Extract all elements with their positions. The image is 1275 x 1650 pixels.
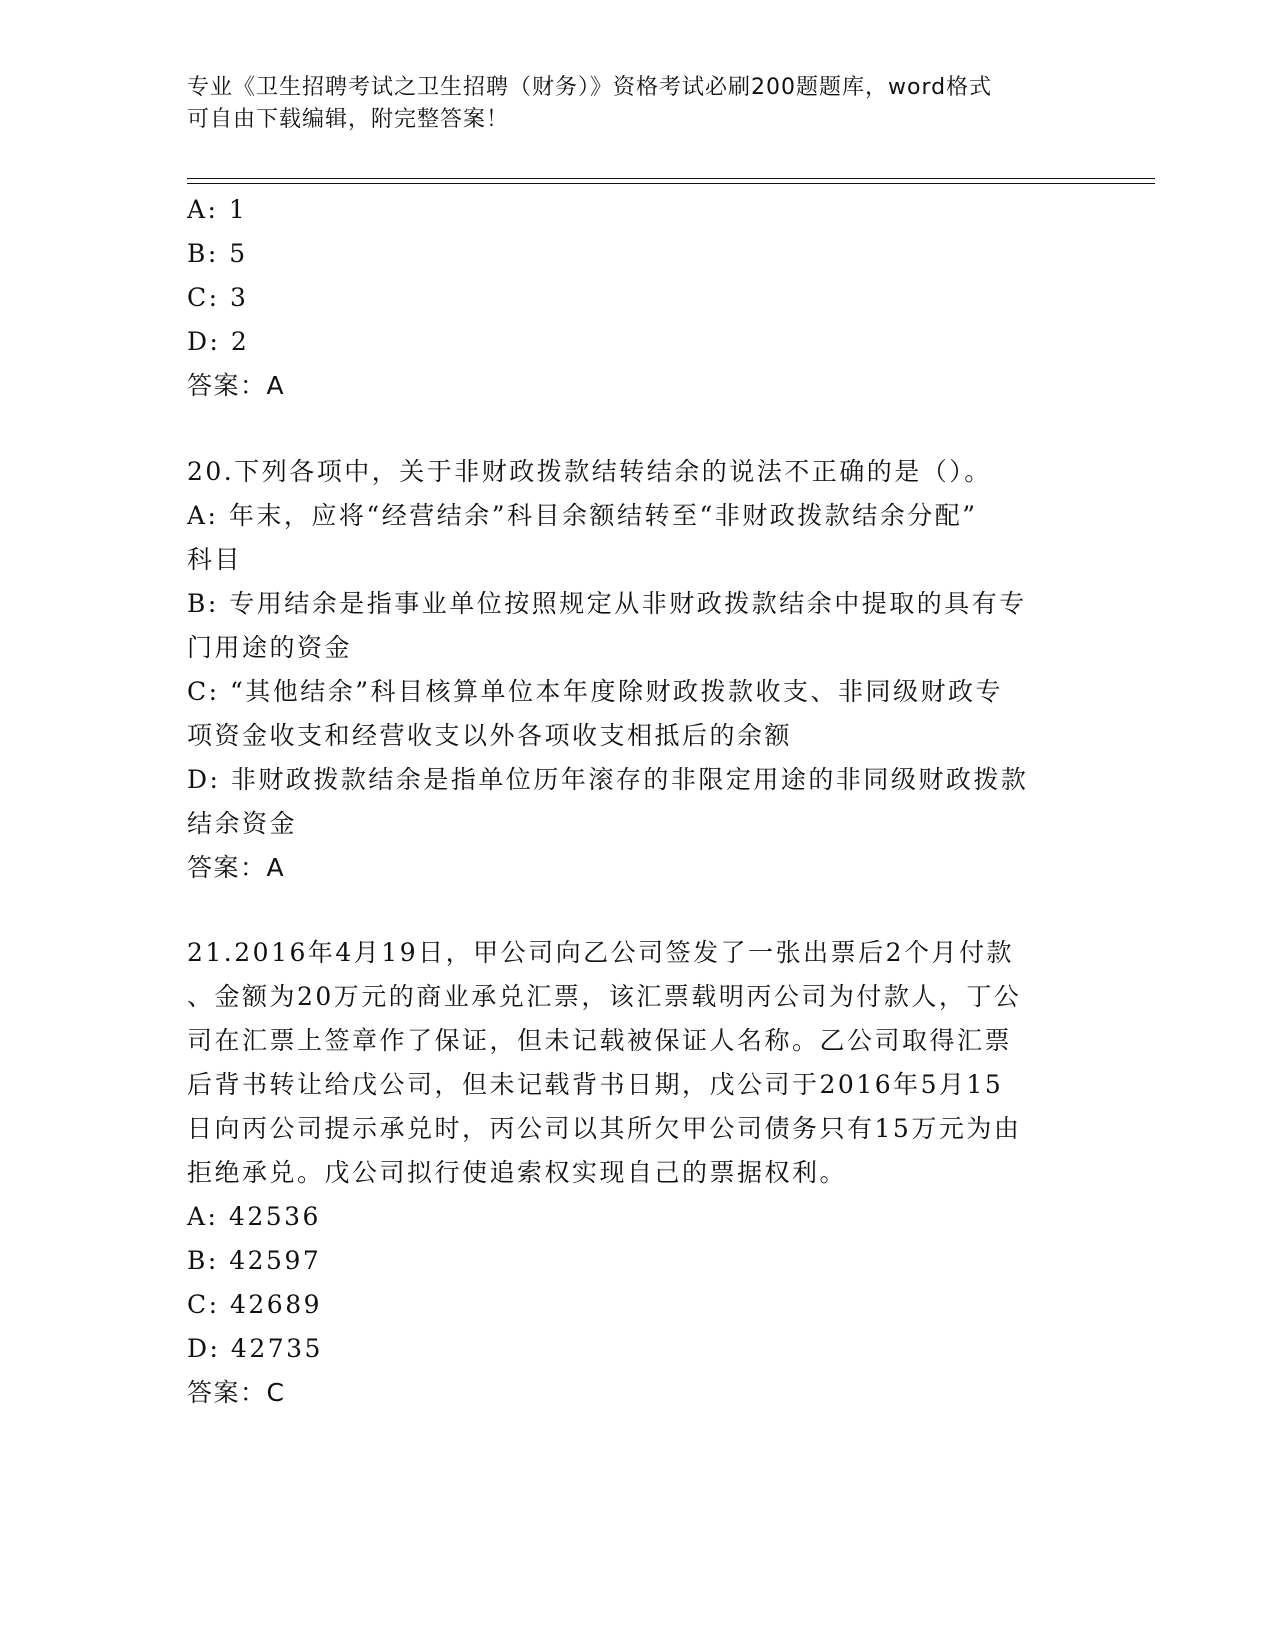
q19-option-a: A: 1 (187, 195, 248, 224)
q20-option-c-line2: 项资金收支和经营收支以外各项收支相抵后的余额 (187, 721, 793, 750)
q20-option-c-line1: C: “其他结余”科目核算单位本年度除财政拨款收支、非同级财政专 (187, 677, 1004, 706)
header-line-1: 专业《卫生招聘考试之卫生招聘（财务）》资格考试必刷200题题库，word格式 (187, 75, 993, 100)
q21-answer: 答案：C (187, 1378, 286, 1407)
q21-stem-line6: 拒绝承兑。戊公司拟行使追索权实现自己的票据权利。 (187, 1158, 848, 1187)
q21-stem-line3: 司在汇票上签章作了保证，但未记载被保证人名称。乙公司取得汇票 (187, 1026, 1013, 1055)
q19-option-c: C: 3 (187, 283, 249, 312)
q21-stem-line5: 日向丙公司提示承兑时，丙公司以其所欠甲公司债务只有15万元为由 (187, 1114, 1022, 1143)
q19-option-d: D: 2 (187, 327, 250, 356)
q19-option-b: B: 5 (187, 239, 248, 268)
q21-option-c: C: 42689 (187, 1290, 323, 1319)
header-divider-bottom (187, 183, 1155, 184)
q21-option-a: A: 42536 (187, 1202, 321, 1231)
q21-option-d: D: 42735 (187, 1334, 323, 1363)
q20-option-b-line1: B: 专用结余是指事业单位按照规定从非财政拨款结余中提取的具有专 (187, 589, 1027, 618)
q20-stem: 20.下列各项中，关于非财政拨款结转结余的说法不正确的是（）。 (187, 457, 992, 486)
q20-option-d-line1: D: 非财政拨款结余是指单位历年滚存的非限定用途的非同级财政拨款 (187, 765, 1029, 794)
q21-option-b: B: 42597 (187, 1246, 322, 1275)
document-header (187, 72, 1067, 136)
q20-answer: 答案：A (187, 853, 286, 882)
q21-stem-line4: 后背书转让给戊公司，但未记载背书日期，戊公司于2016年5月15 (187, 1070, 1004, 1099)
q20-option-a-line2: 科目 (187, 545, 243, 574)
q20-option-a-line1: A: 年末，应将“经营结余”科目余额结转至“非财政拨款结余分配” (187, 501, 978, 530)
q21-stem-line2: 、金额为20万元的商业承兑汇票，该汇票载明丙公司为付款人，丁公 (187, 982, 1022, 1011)
q19-answer: 答案：A (187, 371, 286, 400)
q21-stem-line1: 21.2016年4月19日，甲公司向乙公司签发了一张出票后2个月付款 (187, 938, 1015, 967)
q20-option-b-line2: 门用途的资金 (187, 633, 353, 662)
header-divider-top (187, 178, 1155, 179)
q20-option-d-line2: 结余资金 (187, 809, 298, 838)
header-line-2: 可自由下载编辑，附完整答案！ (187, 107, 510, 132)
